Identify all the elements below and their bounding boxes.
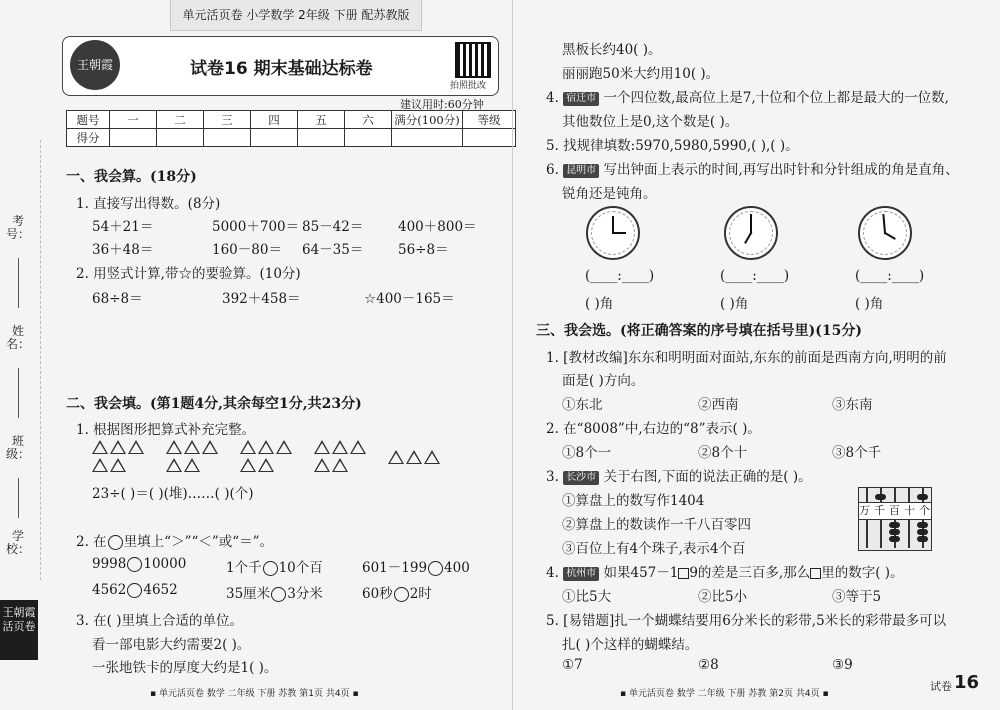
triangle-group <box>314 440 368 476</box>
compare-item[interactable]: 60秒 2时 <box>362 586 432 602</box>
table-cell: 四 <box>251 111 298 129</box>
s3-q2[interactable]: 2. 在“8008”中,右边的“8”表示( )。 <box>546 421 761 437</box>
qr-code-icon[interactable] <box>455 42 491 78</box>
unit-fill-item[interactable]: 丽丽跑50米大约用10( )。 <box>562 66 720 82</box>
option[interactable]: ①7 <box>562 657 583 673</box>
table-cell: 三 <box>204 111 251 129</box>
section2-title: 二、我会填。(第1题4分,其余每空1分,共23分) <box>66 396 362 412</box>
blank-square-icon <box>678 568 689 579</box>
option[interactable]: ①算盘上的数写作1404 <box>562 493 705 509</box>
compare-item[interactable]: 9998 10000 <box>92 556 187 572</box>
qr-caption: 拍照批改 <box>450 81 487 91</box>
paper-title: 试卷16 期末基础达标卷 <box>190 59 373 79</box>
calc-item: 54＋21＝ <box>92 219 154 235</box>
s2-q1: 1. 根据图形把算式补充完整。 <box>76 422 256 438</box>
table-cell: 题号 <box>67 111 110 129</box>
calc-item: 64－35＝ <box>302 242 364 258</box>
table-cell: 满分(100分) <box>392 111 463 129</box>
compare-item[interactable]: 4562 4652 <box>92 582 178 598</box>
triangle-group <box>388 450 442 468</box>
option[interactable]: ③8个千 <box>832 445 882 461</box>
table-cell: 得分 <box>67 129 110 147</box>
s2-q4-cont[interactable]: 其他数位上是0,这个数是( )。 <box>562 114 739 130</box>
option[interactable]: ②比5小 <box>698 589 748 605</box>
s3-q1: 1. [教材改编]东东和明明面对面站,东东的前面是西南方向,明明的前 <box>546 350 947 366</box>
clock-angle-blank[interactable]: ( )角 <box>585 296 614 312</box>
page-number: 16 <box>954 672 980 693</box>
score-cell[interactable] <box>463 129 516 147</box>
unit-fill-item[interactable]: 黑板长约40( )。 <box>562 42 662 58</box>
compare-item[interactable]: 35厘米 3分米 <box>226 586 323 602</box>
s3-q5: 5. [易错题]扎一个蝴蝶结要用6分米长的彩带,5米长的彩带最多可以 <box>546 613 947 629</box>
region-tag: 昆明市 <box>563 164 599 178</box>
score-cell[interactable] <box>204 129 251 147</box>
brand-badge: 王朝霞 活页卷 <box>0 600 38 660</box>
unit-fill-item[interactable]: 一张地铁卡的厚度大约是1( )。 <box>92 660 278 676</box>
table-cell: 一 <box>110 111 157 129</box>
s2-q2: 2. 在 里填上“＞”“＜”或“＝”。 <box>76 534 274 550</box>
clock-angle-blank[interactable]: ( )角 <box>855 296 884 312</box>
score-table-header-row <box>67 111 516 129</box>
section1-title: 一、我会算。(18分) <box>66 169 197 185</box>
option[interactable]: ③9 <box>832 657 853 673</box>
option[interactable]: ②8个十 <box>698 445 748 461</box>
s3-q3[interactable]: 3. 长沙市 关于右图,下面的说法正确的是( )。 <box>546 469 812 485</box>
clock-time-blank[interactable]: (____:____) <box>720 268 790 284</box>
clock-face-icon <box>858 206 912 260</box>
clock-face-icon <box>586 206 640 260</box>
score-table <box>66 110 516 147</box>
calc-item: 160－80＝ <box>212 242 282 258</box>
table-cell: 五 <box>298 111 345 129</box>
s1-q2: 2. 用竖式计算,带☆的要验算。(10分) <box>76 266 301 282</box>
score-cell[interactable] <box>392 129 463 147</box>
clock-angle-blank[interactable]: ( )角 <box>720 296 749 312</box>
binding-strip <box>0 140 41 580</box>
s2-q3: 3. 在( )里填上合适的单位。 <box>76 613 243 629</box>
calc-item: 36＋48＝ <box>92 242 154 258</box>
table-cell: 二 <box>157 111 204 129</box>
s2-q6: 6. 昆明市 写出钟面上表示的时间,再写出时针和分针组成的角是直角、 <box>546 162 959 178</box>
s2-q4: 4. 宿迁市 一个四位数,最高位上是7,十位和个位上都是最大的一位数, <box>546 90 949 106</box>
footer-right: ▪ 单元活页卷 数学 二年级 下册 苏教 第2页 共4页 ▪ <box>620 689 829 699</box>
region-tag: 长沙市 <box>563 471 599 485</box>
s1-q1: 1. 直接写出得数。(8分) <box>76 196 221 212</box>
option[interactable]: ①东北 <box>562 397 603 413</box>
option[interactable]: ②算盘上的数读作一千八百零四 <box>562 517 751 533</box>
class-label: 班级： <box>6 434 31 461</box>
region-tag: 宿迁市 <box>563 92 599 106</box>
score-cell[interactable] <box>345 129 392 147</box>
blank-square-icon <box>810 568 821 579</box>
option[interactable]: ③东南 <box>832 397 873 413</box>
region-tag: 杭州市 <box>563 567 599 581</box>
compare-item[interactable]: 601－199 400 <box>362 560 470 576</box>
s2-q6-cont: 锐角还是钝角。 <box>562 186 657 202</box>
abacus-place-labels: 万千百十个 <box>859 502 931 520</box>
option[interactable]: ③百位上有4个珠子,表示4个百 <box>562 541 746 557</box>
triangle-group <box>92 440 146 476</box>
compare-item[interactable]: 1个千 10个百 <box>226 560 323 576</box>
page-label: 试卷 <box>930 680 952 693</box>
score-cell[interactable] <box>298 129 345 147</box>
name-label: 姓名： <box>6 324 31 351</box>
brand-seal-icon: 王朝霞 <box>70 40 120 90</box>
calc-item: 85－42＝ <box>302 219 364 235</box>
triangle-group <box>166 440 220 476</box>
division-formula[interactable]: 23÷( )＝( )(堆)……( )(个) <box>92 486 254 502</box>
page-divider <box>512 0 513 710</box>
option[interactable]: ①8个一 <box>562 445 612 461</box>
class-line[interactable] <box>18 478 19 518</box>
clock-time-blank[interactable]: (____:____) <box>585 268 655 284</box>
option[interactable]: ③等于5 <box>832 589 882 605</box>
exam-number-label: 考号： <box>6 214 31 241</box>
compare-circle-icon <box>108 535 123 550</box>
abacus-icon <box>858 487 932 551</box>
s3-q4[interactable]: 4. 杭州市 如果457－1 9的差是三百多,那么 里的数字( )。 <box>546 565 904 581</box>
score-cell[interactable] <box>110 129 157 147</box>
s3-q5-cont[interactable]: 扎( )个这样的蝴蝶结。 <box>562 637 699 653</box>
vertical-calc-item: ☆400－165＝ <box>364 291 455 307</box>
option[interactable]: ②西南 <box>698 397 739 413</box>
score-cell[interactable] <box>157 129 204 147</box>
s2-q5[interactable]: 5. 找规律填数:5970,5980,5990,( ),( )。 <box>546 138 799 154</box>
clock-time-blank[interactable]: (____:____) <box>855 268 925 284</box>
vertical-calc-item: 392＋458＝ <box>222 291 301 307</box>
footer-left: ▪ 单元活页卷 数学 二年级 下册 苏教 第1页 共4页 ▪ <box>150 689 359 699</box>
table-cell: 等级 <box>463 111 516 129</box>
score-table-score-row <box>67 129 516 147</box>
option[interactable]: ②8 <box>698 657 719 673</box>
score-cell[interactable] <box>251 129 298 147</box>
calc-item: 56÷8＝ <box>398 242 449 258</box>
option[interactable]: ①比5大 <box>562 589 612 605</box>
exam-number-line[interactable] <box>18 258 19 308</box>
clock-face-icon <box>724 206 778 260</box>
header-band: 单元活页卷 小学数学 2年级 下册 配苏教版 <box>170 0 422 31</box>
calc-item: 5000＋700＝ <box>212 219 300 235</box>
school-label: 学校： <box>6 529 31 556</box>
table-cell: 六 <box>345 111 392 129</box>
unit-fill-item[interactable]: 看一部电影大约需要2( )。 <box>92 637 251 653</box>
s3-q1-cont[interactable]: 面是( )方向。 <box>562 373 645 389</box>
suggested-time: 建议用时:60分钟 <box>400 98 484 111</box>
section3-title: 三、我会选。(将正确答案的序号填在括号里)(15分) <box>536 323 862 339</box>
calc-item: 400＋800＝ <box>398 219 477 235</box>
name-line[interactable] <box>18 368 19 418</box>
vertical-calc-item: 68÷8＝ <box>92 291 143 307</box>
triangle-group <box>240 440 294 476</box>
